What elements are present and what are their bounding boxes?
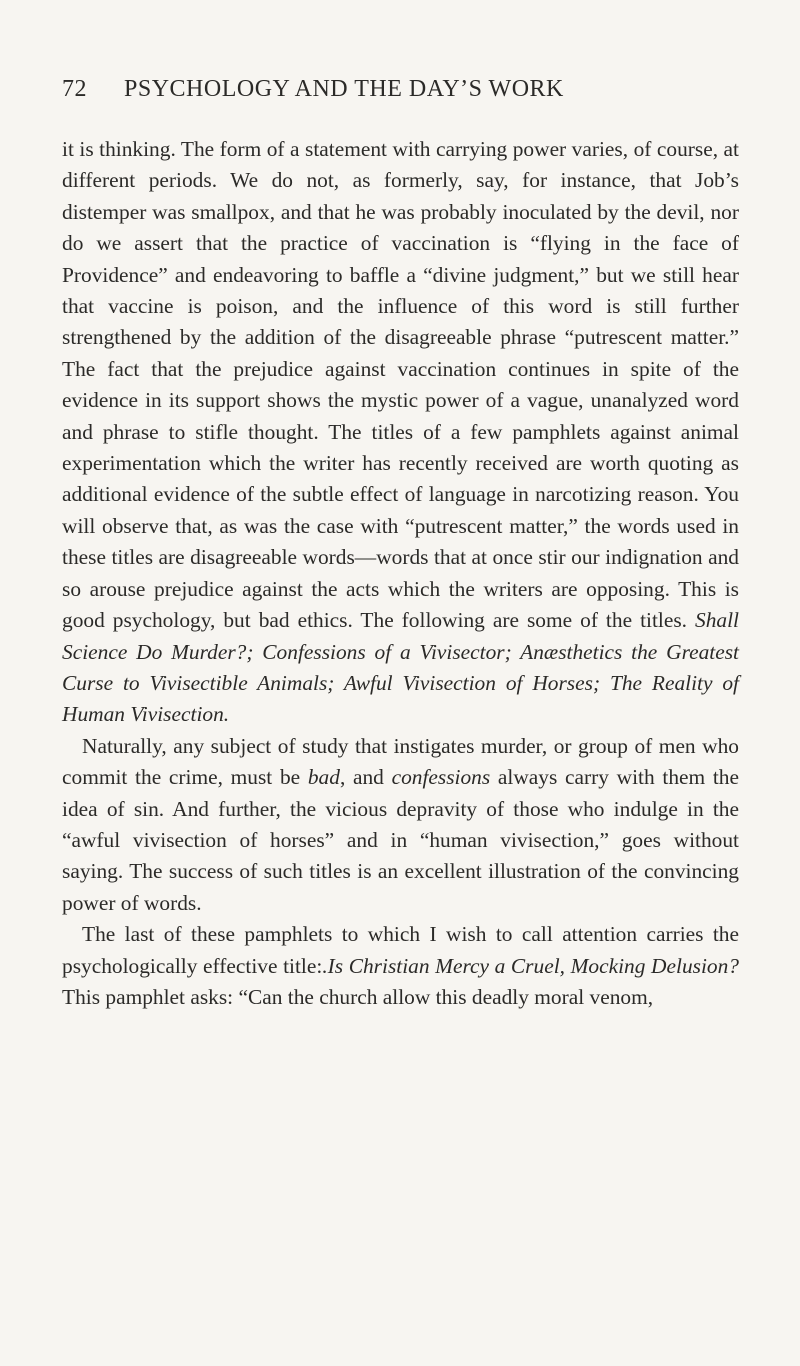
paragraph-3-text-a: The last of these pamphlets to which I wish to call attention carries the psychologically effective title: — [62, 922, 739, 978]
emphasis-confessions: confessions — [391, 765, 491, 790]
pamphlet-titles-list: Shall Science Do Murder?; Confessions of a Vivisector; Anæsthetics the Greatest Curse to Vivisectible Animals; Awful Vivisection of Horses; The Reality of Human Vivisection. — [62, 608, 739, 727]
emphasis-bad: bad — [307, 765, 340, 790]
running-head — [62, 76, 738, 110]
running-head-title: PSYCHOLOGY AND THE DAY’S WORK — [124, 76, 564, 102]
body-text — [62, 134, 739, 1013]
paragraph-2-text-c: always carry with them the idea of sin. And further, the vicious depravity of those who indulge in the “awful vivisection of horses” and in “human vivisection,” goes without saying. The success of such titles is an excellent illustration of the convincing power of words. — [62, 765, 739, 915]
paragraph-3 — [62, 919, 739, 1013]
paragraph-3-text-b: This pamphlet asks: “Can the church allow this deadly moral venom, — [62, 984, 654, 1009]
paragraph-2-text-b: , and — [339, 765, 392, 790]
paragraph-1 — [62, 134, 739, 731]
pamphlet-title-christian-mercy: .Is Christian Mercy a Cruel, Mocking Delusion? — [322, 953, 739, 978]
paragraph-1-text: it is thinking. The form of a statement with carrying power varies, of course, at different periods. We do not, as formerly, say, for instance, that Job’s distemper was smallpox, and that he was probably inoculated by the devil, nor do we assert that the practice of vaccination is “flying in the face of Providence” and endeavoring to baffle a “divine judgment,” but we still hear that vaccine is poison, and the influence of this word is still further strengthened by the addition of the disagreeable phrase “putrescent matter.” The fact that the prejudice against vaccination continues in spite of the evidence in its support shows the mystic power of a vague, unanalyzed word and phrase to stifle thought. The titles of a few pamphlets against animal experimentation which the writer has recently received are worth quoting as additional evidence of the subtle effect of language in narcotizing reason. You will observe that, as was the case with “putrescent matter,” the words used in these titles are disagreeable words—words that at once stir our indignation and so arouse prejudice against the acts which the writers are opposing. This is good psychology, but bad ethics. The following are some of the titles. — [62, 137, 739, 633]
page-number: 72 — [62, 76, 87, 102]
paragraph-2-text-a: Naturally, any subject of study that instigates murder, or group of men who commit the crime, must be — [62, 733, 739, 790]
paragraph-2 — [62, 731, 739, 919]
